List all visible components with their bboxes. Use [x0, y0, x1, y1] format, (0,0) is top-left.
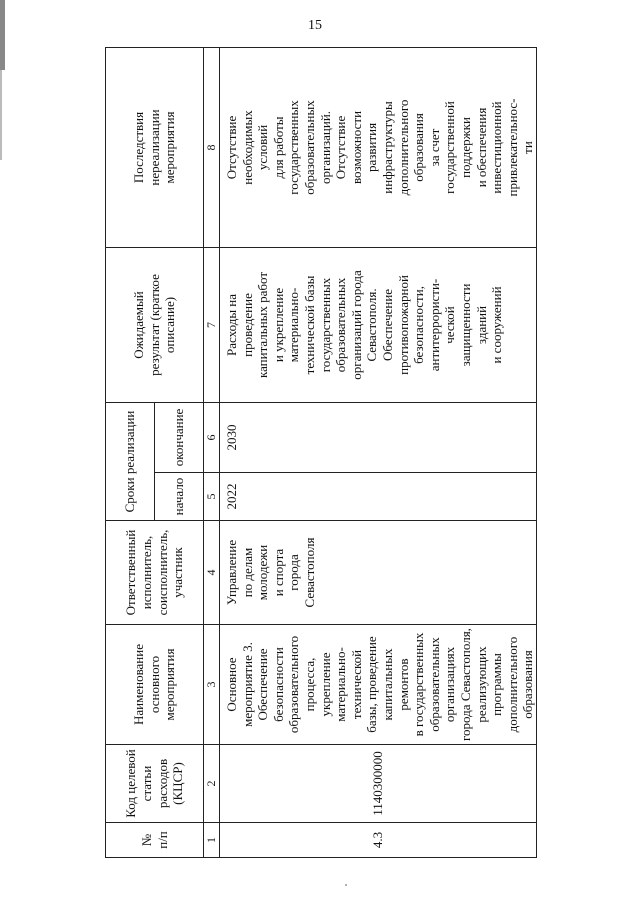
header-row-1	[106, 47, 155, 857]
header-start: начало	[155, 473, 204, 521]
row-kcsr: 1140300000	[220, 745, 537, 823]
header-activity-name: Наименование основного мероприятия	[106, 625, 204, 745]
row-end-year: 2030	[220, 402, 537, 472]
row-number: 4.3	[220, 823, 537, 858]
scan-speck	[345, 884, 347, 886]
column-number: 3	[204, 625, 220, 745]
page-number: 15	[308, 18, 322, 33]
header-timeline: Сроки реализации	[106, 402, 155, 520]
column-number-row	[204, 47, 220, 857]
row-activity-name: Основное мероприятие 3. Обеспечение безопасности образовательного процесса, укрепление материально- технической базы, проведение капитальных ремонтов в государственных образовательных организациях города Севастополя, реализующих программы дополнительного образования	[220, 625, 537, 745]
header-consequences: Последствия нереализации мероприятия	[106, 47, 204, 247]
row-consequences: Отсутствие необходимых условий для работы государственных образовательных организаций. Отсутствие возможности развития инфраструктуры дополнительного образования за счет государственной поддержки и обеспечения инвестиционной привлекательнос- ти	[220, 47, 537, 247]
column-number: 7	[204, 247, 220, 402]
column-number: 1	[204, 823, 220, 858]
column-number: 6	[204, 402, 220, 472]
header-end: окончание	[155, 402, 204, 472]
row-expected-result: Расходы на проведение капитальных работ и укрепление материально- технической базы государственных образовательных организаций города Севастополя. Обеспечение противопожарной безопасности, антитеррористи- ческой защищенности зданий и сооружений	[220, 247, 537, 402]
header-executor: Ответственный исполнитель, соисполнитель, участник	[106, 521, 204, 625]
rotated-table-wrapper	[105, 48, 536, 858]
scan-edge-mark-2	[0, 70, 2, 160]
activities-table	[105, 47, 537, 858]
scan-edge-mark	[0, 0, 5, 70]
header-number: № п/п	[106, 823, 204, 858]
column-number: 2	[204, 745, 220, 823]
column-number: 4	[204, 521, 220, 625]
header-kcsr: Код целевой статьи расходов (КЦСР)	[106, 745, 204, 823]
row-start-year: 2022	[220, 473, 537, 521]
table-row	[220, 47, 537, 857]
row-executor: Управление по делам молодежи и спорта города Севастополя	[220, 521, 537, 625]
column-number: 8	[204, 47, 220, 247]
column-number: 5	[204, 473, 220, 521]
header-expected-result: Ожидаемый результат (краткое описание)	[106, 247, 204, 402]
